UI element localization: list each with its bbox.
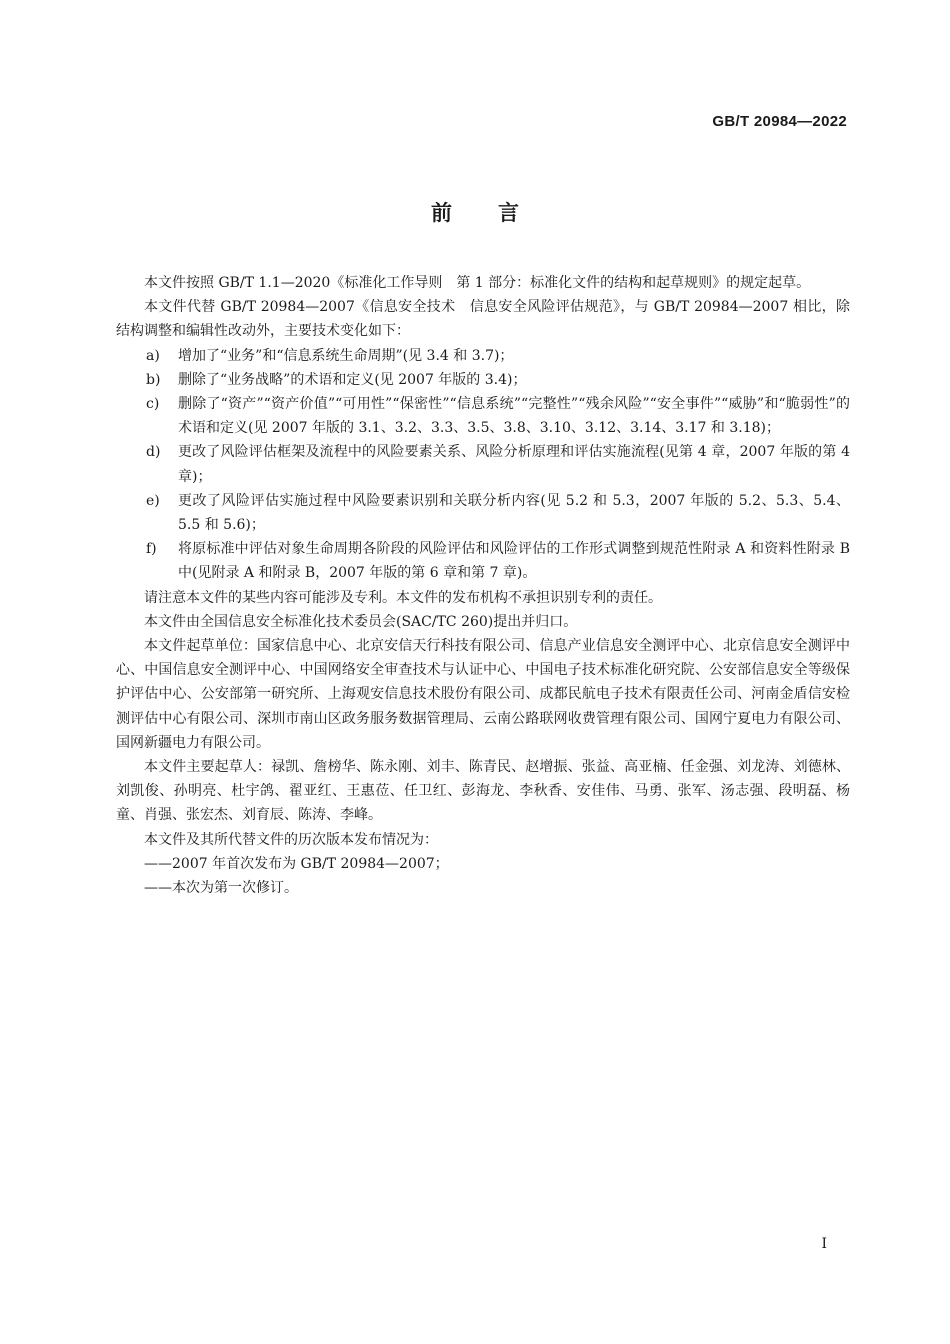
page-number: I bbox=[821, 1236, 827, 1252]
list-item bbox=[116, 440, 850, 488]
paragraph-patent-notice: 请注意本文件的某些内容可能涉及专利。本文件的发布机构不承担识别专利的责任。 bbox=[144, 589, 662, 606]
list-item bbox=[116, 344, 850, 368]
paragraph-drafters: 本文件主要起草人：禄凯、詹榜华、陈永刚、刘丰、陈青民、赵增振、张益、高亚楠、任金强、刘龙涛、刘德林、刘凯俊、孙明亮、杜宇鸽、翟亚红、王惠莅、任卫红、彭海龙、李秋香、安佳伟、马勇、张军、汤志强、段明磊、杨童、肖强、张宏杰、刘育辰、陈涛、李峰。 bbox=[116, 759, 850, 824]
list-item bbox=[116, 537, 850, 585]
list-item-text: 删除了“资产”“资产价值”“可用性”“保密性”“信息系统”“完整性”“残余风险”“安全事件”“威胁”和“脆弱性”的术语和定义(见 2007 年版的 3.1、3.2、3.3、3.5、3.8、3.10、3.12、3.14、3.17 和 3.18)； bbox=[178, 396, 850, 437]
page-title: 前言 bbox=[431, 201, 565, 225]
foreword-body bbox=[116, 271, 850, 900]
paragraph-history-intro: 本文件及其所代替文件的历次版本发布情况为： bbox=[144, 831, 438, 848]
list-item-text: 将原标准中评估对象生命周期各阶段的风险评估和风险评估的工作形式调整到规范性附录 A 和资料性附录 B 中(见附录 A 和附录 B，2007 年版的第 6 章和第 7 章)。 bbox=[178, 541, 850, 582]
history-item: ——2007 年首次发布为 GB/T 20984—2007； bbox=[144, 855, 449, 872]
list-item-mark: f) bbox=[146, 541, 157, 558]
list-item-mark: b) bbox=[146, 371, 161, 388]
paragraph-drafting-rules: 本文件按照 GB/T 1.1—2020《标准化工作导则 第 1 部分：标准化文件的结构和起草规则》的规定起草。 bbox=[144, 275, 811, 291]
list-item-text: 更改了风险评估实施过程中风险要素识别和关联分析内容(见 5.2 和 5.3，2007 年版的 5.2、5.3、5.4、5.5 和 5.6)； bbox=[178, 492, 850, 534]
standard-number: GB/T 20984—2022 bbox=[712, 113, 847, 130]
list-item-mark: e) bbox=[146, 492, 160, 509]
list-item-mark: c) bbox=[146, 396, 160, 413]
list-item bbox=[116, 392, 850, 440]
paragraph-drafting-units: 本文件起草单位：国家信息中心、北京安信天行科技有限公司、信息产业信息安全测评中心、北京信息安全测评中心、中国信息安全测评中心、中国网络安全审查技术与认证中心、中国电子技术标准化研究院、公安部信息安全等级保护评估中心、公安部第一研究所、上海观安信息技术股份有限公司、成都民航电子技术有限责任公司、河南金盾信安检测评估中心有限公司、深圳市南山区政务服务数据管理局、云南公路联网收费管理有限公司、国网宁夏电力有限公司、国网新疆电力有限公司。 bbox=[116, 638, 850, 751]
list-item bbox=[116, 489, 850, 537]
history-item: ——本次为第一次修订。 bbox=[144, 880, 298, 897]
paragraph-proposer: 本文件由全国信息安全标准化技术委员会(SAC/TC 260)提出并归口。 bbox=[144, 613, 578, 630]
list-item-mark: d) bbox=[146, 444, 161, 461]
paragraph-replacement: 本文件代替 GB/T 20984—2007《信息安全技术 信息安全风险评估规范》，与 GB/T 20984—2007 相比，除结构调整和编辑性改动外，主要技术变化如下： bbox=[116, 299, 850, 340]
list-item-text: 删除了“业务战略”的术语和定义(见 2007 年版的 3.4)； bbox=[178, 371, 527, 388]
changes-list bbox=[116, 344, 850, 586]
list-item-text: 更改了风险评估框架及流程中的风险要素关系、风险分析原理和评估实施流程(见第 4 章，2007 年版的第 4 章)； bbox=[178, 444, 850, 485]
list-item-text: 增加了“业务”和“信息系统生命周期”(见 3.4 和 3.7)； bbox=[178, 347, 514, 364]
list-item bbox=[116, 368, 850, 392]
list-item-mark: a) bbox=[146, 347, 160, 364]
